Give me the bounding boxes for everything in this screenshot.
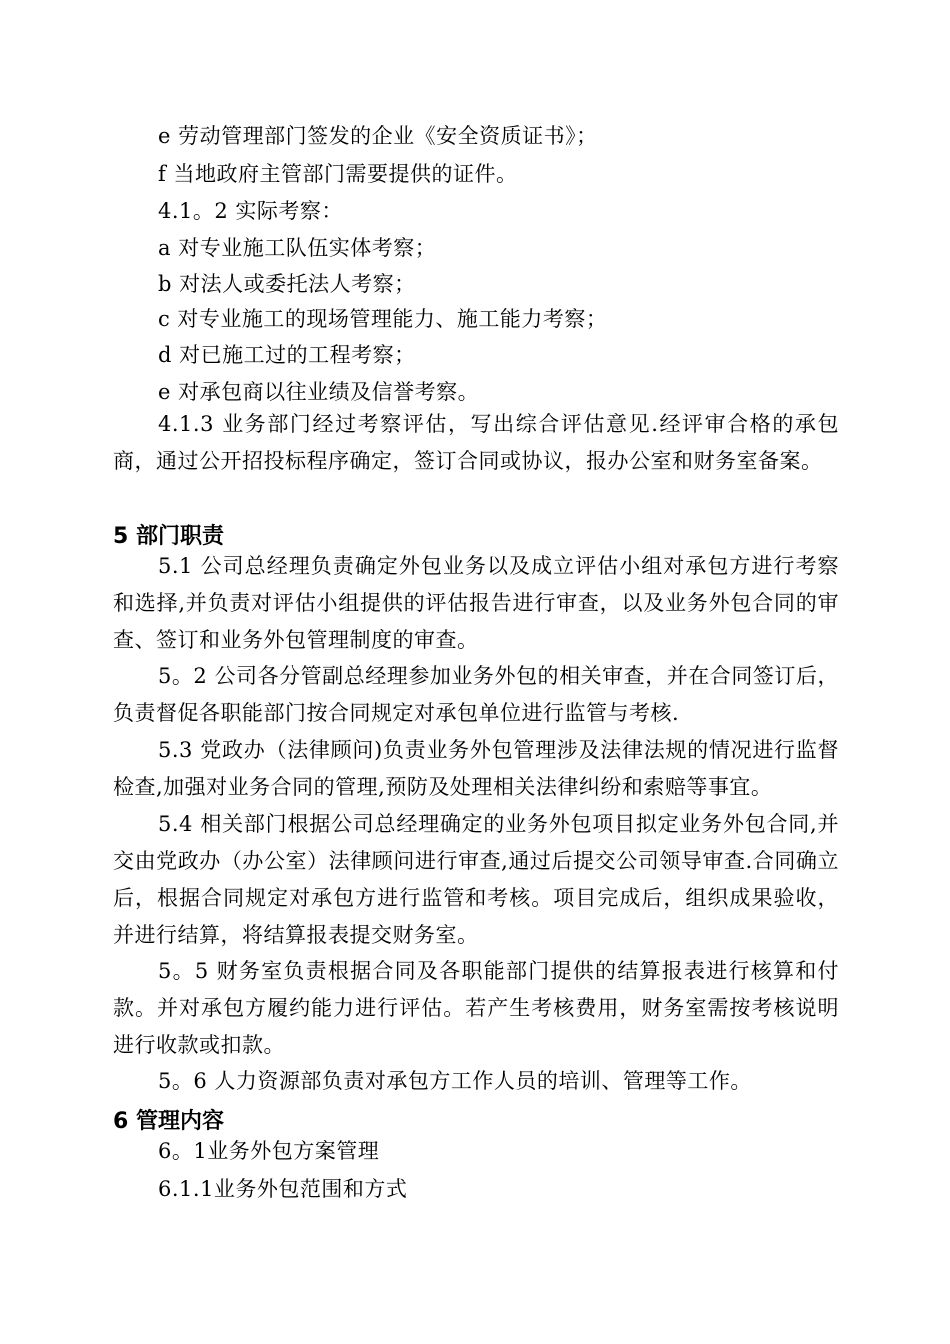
heading-section-5: 5 部门职责: [113, 524, 224, 549]
paragraph-5-4: 5.4 相关部门根据公司总经理确定的业务外包项目拟定业务外包合同,并交由党政办（办公室）法律顾问进行审查,通过后提交公司领导审查.合同确立后，根据合同规定对承包方进行监管和考核。项目完成后，组织成果验收，并进行结算，将结算报表提交财务室。: [113, 812, 839, 947]
list-item-e-certificate: e 劳动管理部门签发的企业《安全资质证书》；: [158, 124, 598, 148]
list-item-b: b 对法人或委托法人考察；: [158, 272, 416, 296]
paragraph-5-3: 5.3 党政办（法律顾问)负责业务外包管理涉及法律法规的情况进行监督检查,加强对业务合同的管理,预防及处理相关法律纠纷和索赔等事宜。: [113, 738, 839, 799]
list-item-e: e 对承包商以往业绩及信誉考察。: [158, 380, 480, 404]
list-item-c: c 对专业施工的现场管理能力、施工能力考察；: [158, 307, 608, 331]
paragraph-4-1-3: 4.1.3 业务部门经过考察评估，写出综合评估意见.经评审合格的承包商，通过公开招投标程序确定，签订合同或协议，报办公室和财务室备案。: [113, 412, 839, 473]
paragraph-5-6: 5。6 人力资源部负责对承包方工作人员的培训、管理等工作。: [158, 1069, 752, 1093]
paragraph-5-1: 5.1 公司总经理负责确定外包业务以及成立评估小组对承包方进行考察和选择,并负责对评估小组提供的评估报告进行审查，以及业务外包合同的审查、签订和业务外包管理制度的审查。: [113, 554, 839, 652]
list-item-d: d 对已施工过的工程考察；: [158, 343, 416, 367]
list-item-f-documents: f 当地政府主管部门需要提供的证件。: [158, 162, 518, 186]
paragraph-5-5: 5。5 财务室负责根据合同及各职能部门提供的结算报表进行核算和付款。并对承包方履约能力进行评估。若产生考核费用，财务室需按考核说明进行收款或扣款。: [113, 959, 839, 1057]
subheading-6-1: 6。1业务外包方案管理: [158, 1139, 380, 1163]
section-4-1-2-title: 4.1。2 实际考察：: [158, 199, 343, 223]
paragraph-5-2: 5。2 公司各分管副总经理参加业务外包的相关审查，并在合同签订后，负责督促各职能部门按合同规定对承包单位进行监管与考核.: [113, 664, 839, 725]
heading-section-6: 6 管理内容: [113, 1109, 224, 1134]
subheading-6-1-1: 6.1.1业务外包范围和方式: [158, 1177, 408, 1201]
list-item-a: a 对专业施工队伍实体考察；: [158, 236, 437, 260]
